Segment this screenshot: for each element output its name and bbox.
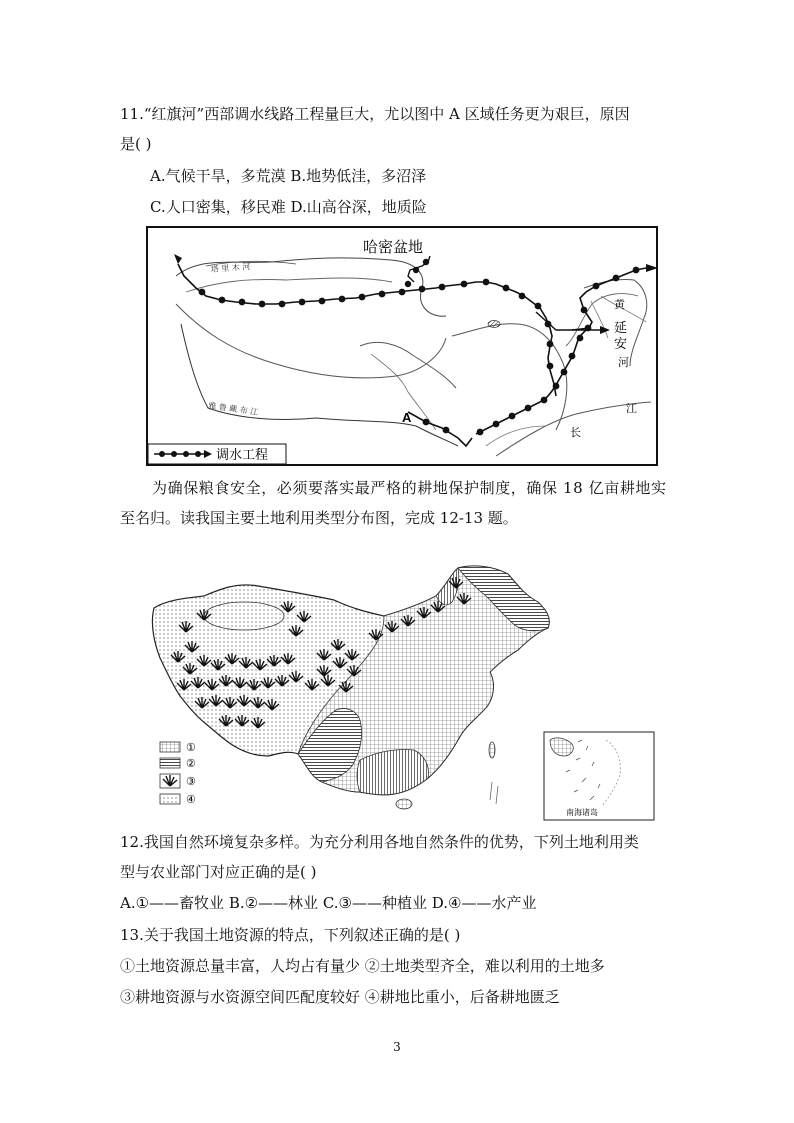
q11-stem-line2: 是( ) — [120, 135, 152, 153]
river-yarlung-label: 雅 鲁 藏 布 江 — [207, 401, 259, 417]
q11-options-line1: A.气候干旱，多荒漠 B.地势低洼，多沼泽 — [150, 167, 427, 185]
river-chang-label: 长 — [570, 426, 581, 439]
q12-stem-line1: 12.我国自然环境复杂多样。为充分利用各地自然条件的优势，下列土地利用类 — [120, 833, 639, 851]
river-he-label: 河 — [618, 356, 629, 369]
legend-item-2: ② — [186, 757, 196, 770]
intro-line2: 至名归。读我国主要土地利用类型分布图，完成 12-13 题。 — [120, 509, 518, 527]
land-use-map — [146, 560, 656, 822]
legend-item-1: ① — [186, 741, 196, 754]
q13-stem: 13.关于我国土地资源的特点，下列叙述正确的是( ) — [120, 926, 461, 944]
yanan-label-2: 安 — [614, 337, 628, 352]
river-huang-label: 黄 — [614, 298, 625, 311]
q12-options: A.①——畜牧业 B.②——林业 C.③——种植业 D.④——水产业 — [120, 894, 537, 912]
q13-statement-line1: ①土地资源总量丰富，人均占有量少 ②土地类型齐全，难以利用的土地多 — [120, 957, 605, 975]
intro-line1: 为确保粮食安全，必须要落实最严格的耕地保护制度，确保 18 亿亩耕地实 — [152, 479, 667, 497]
q12-stem-line2: 型与农业部门对应正确的是( ) — [120, 863, 317, 881]
legend-item-3: ③ — [186, 775, 196, 788]
page-number: 3 — [393, 1040, 401, 1054]
q13-statement-line2: ③耕地资源与水资源空间匹配度较好 ④耕地比重小，后备耕地匮乏 — [120, 988, 560, 1006]
yanan-label-1: 延 — [614, 321, 628, 336]
point-a-label: A — [402, 410, 412, 425]
legend-diversion-label: 调水工程 — [216, 448, 269, 463]
legend-item-4: ④ — [186, 793, 196, 806]
river-tarim-label: 塔 里 木 河 — [210, 262, 251, 274]
q11-options-line2: C.人口密集，移民难 D.山高谷深，地质险 — [150, 198, 427, 216]
river-jiang-label: 江 — [626, 402, 637, 415]
inset-label: 南海诸岛 — [566, 808, 598, 817]
q11-stem-line1: 11.“红旗河”西部调水线路工程量巨大，尤以图中 A 区域任务更为艰巨，原因 — [120, 105, 630, 123]
water-diversion-map — [146, 226, 658, 466]
basin-label: 哈密盆地 — [363, 239, 424, 256]
